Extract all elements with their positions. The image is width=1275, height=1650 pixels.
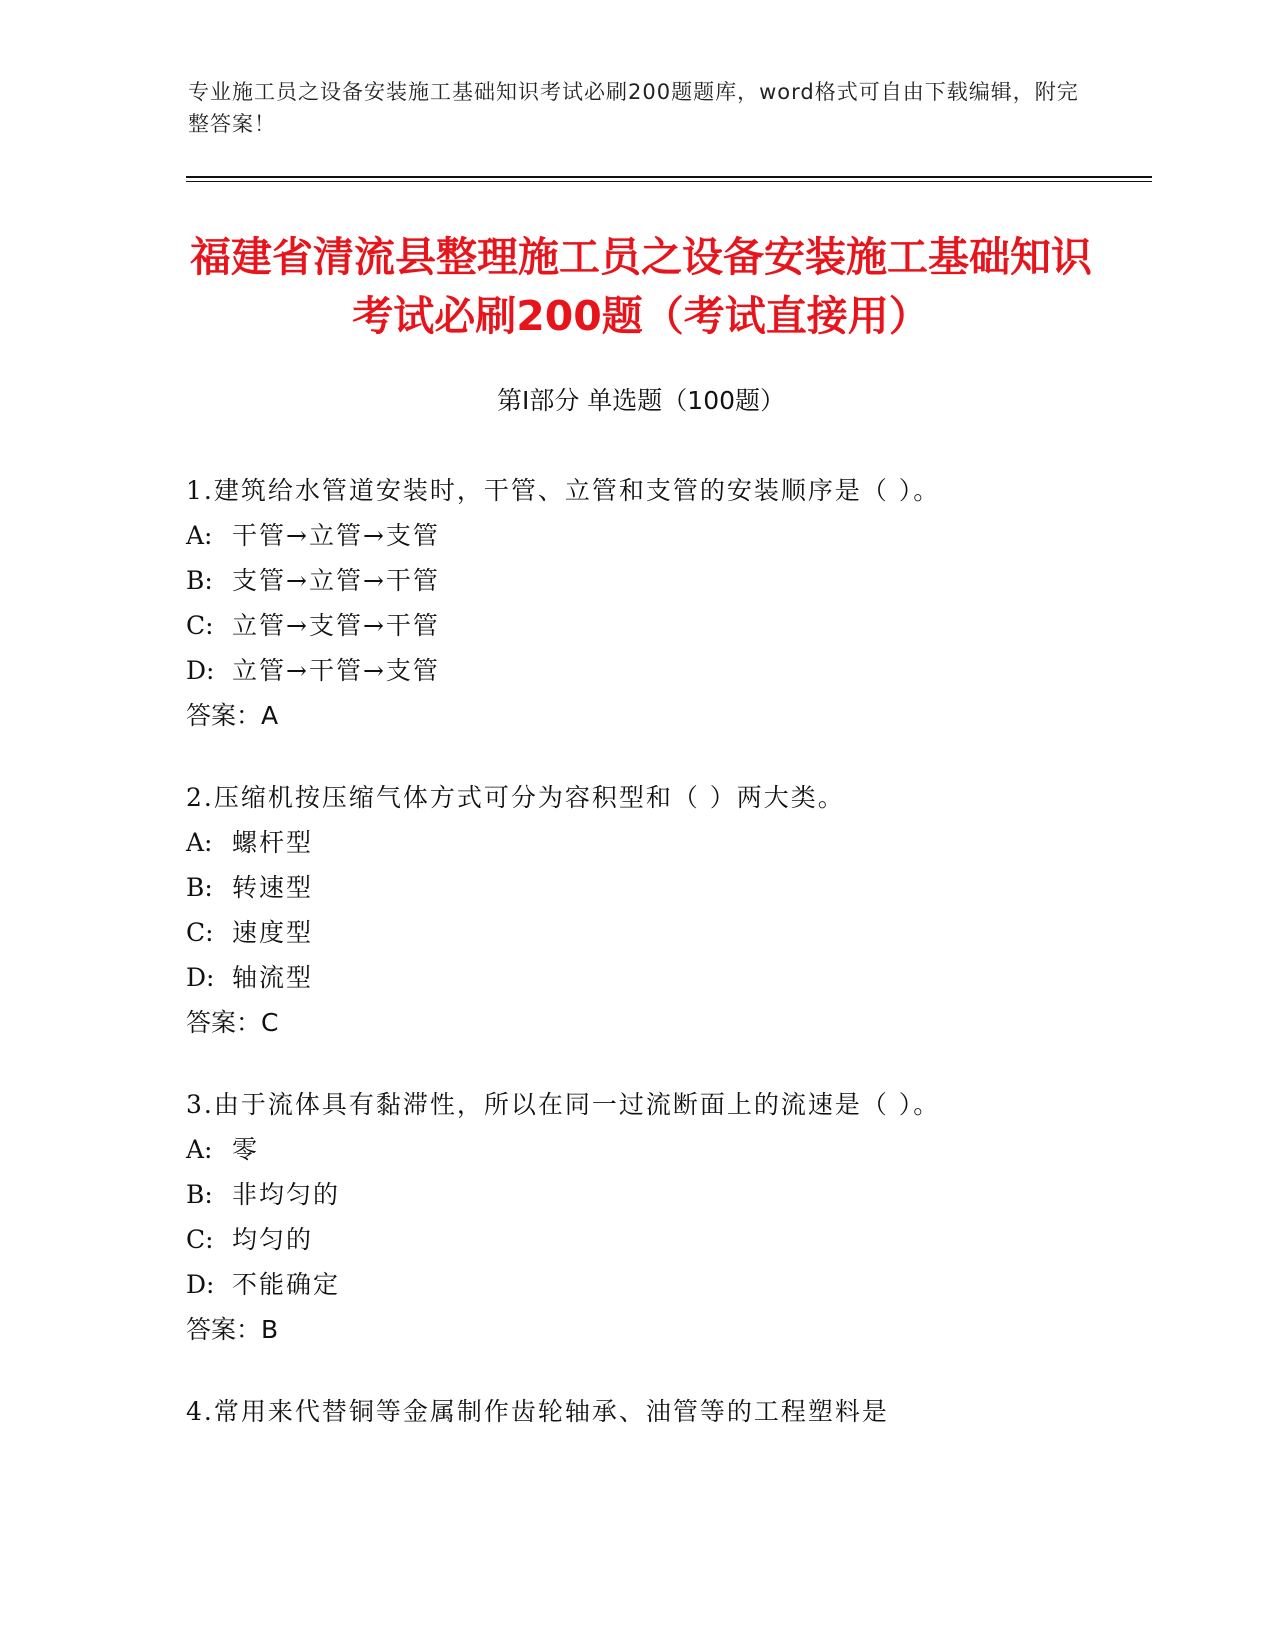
option-c <box>186 609 1146 643</box>
option-text: 立管→支管→干管 <box>232 611 440 640</box>
document-title: 福建省清流县整理施工员之设备安装施工基础知识考试必刷200题（考试直接用） <box>190 233 1092 340</box>
question-list <box>186 474 1146 1477</box>
question-text: 1.建筑给水管道安装时，干管、立管和支管的安装顺序是（ ）。 <box>186 476 941 505</box>
section-title: 第Ⅰ部分 单选题（100题） <box>496 386 786 415</box>
option-text: 均匀的 <box>232 1225 314 1254</box>
question-1 <box>186 474 1146 733</box>
header-rule-thin <box>186 181 1152 182</box>
option-c <box>186 916 1146 950</box>
option-b <box>186 564 1146 598</box>
option-d <box>186 654 1146 688</box>
option-c <box>186 1223 1146 1257</box>
answer-line: 答案：A <box>186 701 279 730</box>
option-letter: D: <box>186 656 215 685</box>
header-rule-thick <box>186 176 1152 178</box>
option-letter: D: <box>186 1270 215 1299</box>
option-text: 转速型 <box>232 873 314 902</box>
option-letter: B: <box>186 873 213 902</box>
option-d <box>186 961 1146 995</box>
option-text: 零 <box>232 1135 260 1164</box>
option-letter: A: <box>186 828 213 857</box>
answer-line: 答案：B <box>186 1315 279 1344</box>
option-a <box>186 1133 1146 1167</box>
option-text: 螺杆型 <box>232 828 314 857</box>
option-letter: B: <box>186 566 213 595</box>
option-letter: A: <box>186 1135 213 1164</box>
option-text: 不能确定 <box>232 1270 341 1299</box>
header-note: 专业施工员之设备安装施工基础知识考试必刷200题题库，word格式可自由下载编辑，附完整答案！ <box>188 80 1079 136</box>
option-letter: A: <box>186 521 213 550</box>
option-b <box>186 1178 1146 1212</box>
question-2 <box>186 781 1146 1040</box>
answer-line: 答案：C <box>186 1008 279 1037</box>
option-text: 非均匀的 <box>232 1180 341 1209</box>
option-text: 支管→立管→干管 <box>232 566 440 595</box>
option-letter: C: <box>186 611 214 640</box>
option-text: 速度型 <box>232 918 314 947</box>
option-a <box>186 519 1146 553</box>
option-text: 轴流型 <box>232 963 314 992</box>
option-d <box>186 1268 1146 1302</box>
option-letter: D: <box>186 963 215 992</box>
option-letter: C: <box>186 1225 214 1254</box>
question-text: 3.由于流体具有黏滞性，所以在同一过流断面上的流速是（ ）。 <box>186 1090 941 1119</box>
question-text: 2.压缩机按压缩气体方式可分为容积型和（ ）两大类。 <box>186 783 845 812</box>
option-text: 干管→立管→支管 <box>232 521 440 550</box>
option-b <box>186 871 1146 905</box>
option-a <box>186 826 1146 860</box>
option-letter: C: <box>186 918 214 947</box>
question-4 <box>186 1395 1146 1429</box>
question-text: 4.常用来代替铜等金属制作齿轮轴承、油管等的工程塑料是 <box>186 1397 889 1426</box>
question-3 <box>186 1088 1146 1347</box>
option-text: 立管→干管→支管 <box>232 656 440 685</box>
option-letter: B: <box>186 1180 213 1209</box>
